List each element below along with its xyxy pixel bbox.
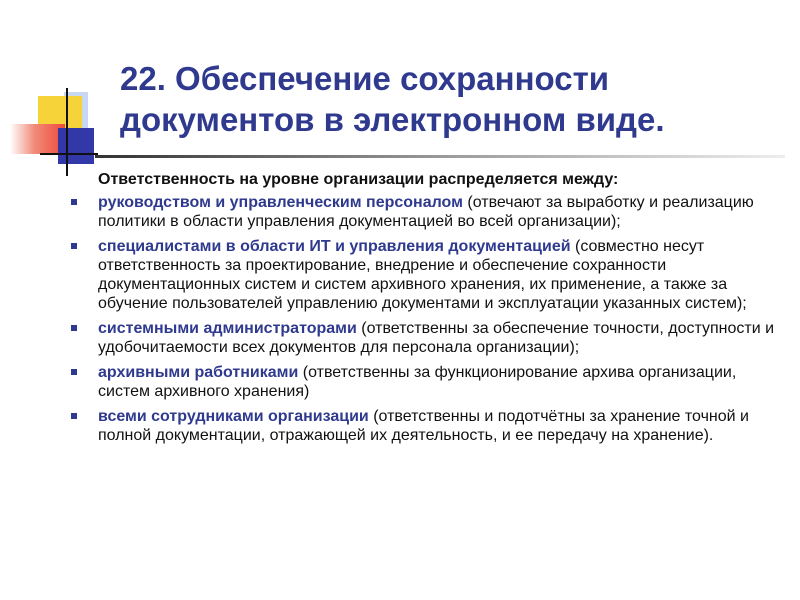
list-item xyxy=(98,237,788,313)
item-desc: (ответственны за функционирование архива организации, систем архивного хранения) xyxy=(98,364,737,400)
item-term: руководством и управленческим персоналом xyxy=(98,194,463,211)
item-desc: (отвечают за выработку и реализацию политики в области управления документацией во всей организации); xyxy=(98,194,754,230)
list-item xyxy=(98,363,788,401)
list-item xyxy=(98,193,788,231)
item-term: специалистами в области ИТ и управления документацией xyxy=(98,238,571,255)
square-bullet-icon xyxy=(71,369,77,375)
intro-text: Ответственность на уровне организации распределяется между: xyxy=(98,171,619,188)
list-item xyxy=(98,319,788,357)
title-divider xyxy=(95,155,785,158)
item-term: всеми сотрудниками организации xyxy=(98,408,369,425)
square-bullet-icon xyxy=(71,325,77,331)
vertical-line xyxy=(66,88,68,176)
item-desc: (ответственны и подотчётны за хранение точной и полной документации, отражающей их деятельность, и ее передачу на хранение). xyxy=(98,408,749,444)
blue-square xyxy=(58,128,94,164)
title-line-1: 22. Обеспечение сохранности xyxy=(120,60,610,97)
item-term: системными администраторами xyxy=(98,320,357,337)
square-bullet-icon xyxy=(71,413,77,419)
horizontal-line xyxy=(40,153,98,155)
responsibility-list xyxy=(98,193,788,445)
slide-body xyxy=(98,170,788,451)
square-bullet-icon xyxy=(71,199,77,205)
item-desc: (совместно несут ответственность за проектирование, внедрение и обеспечение сохранности документационных систем и систем архивного хранения, их применение, а также за обучение пользователей управлению документами и эксплуатации указанных систем); xyxy=(98,238,747,312)
slide-title xyxy=(120,58,760,140)
item-term: архивными работниками xyxy=(98,364,299,381)
red-square xyxy=(10,124,65,154)
square-bullet-icon xyxy=(71,243,77,249)
item-desc: (ответственны за обеспечение точности, доступности и удобочитаемости всех документов для персонала организации); xyxy=(98,320,775,356)
title-line-2: документов в электронном виде. xyxy=(120,101,665,138)
list-item xyxy=(98,407,788,445)
